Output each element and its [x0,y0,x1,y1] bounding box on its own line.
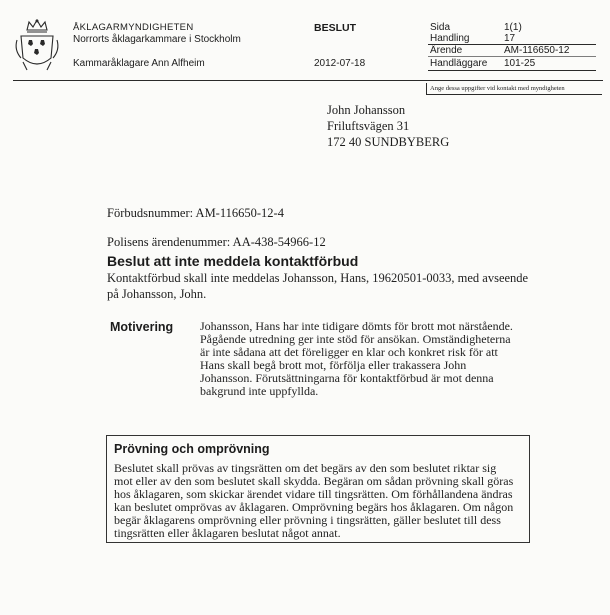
motivation-line: bakgrund inte uppfyllda. [200,384,319,398]
decision-title: Beslut att inte meddela kontaktförbud [107,253,359,269]
office-name: Norrorts åklagarkammare i Stockholm [73,34,241,45]
review-line: mot eller av den som beslutet skall skydda. Begäran om sådan prövning skall göras [114,474,514,488]
review-box [106,435,530,543]
recipient-name: John Johansson [327,103,406,117]
meta-value-handler: 101-25 [504,58,536,69]
motivation-label: Motivering [110,320,174,334]
meta-value-case: AM-116650-12 [504,45,570,56]
motivation-line: Pågående utredning ger inte stöd för ansökan. Omständigheterna [200,332,511,346]
motivation-line: Hans skall begå brott mot, förfölja eller trakassera John [200,358,467,372]
contact-note: Ange dessa uppgifter vid kontakt med myndigheten [426,83,602,95]
review-line: hos åklagaren, som skickar ärendet vidare till tingsrätten. Om förhållandena ändras [114,487,513,501]
meta-divider [428,70,596,71]
meta-label-handler: Handläggare [430,58,488,69]
crown-crest-logo [13,18,61,76]
motivation-line: Johansson. Förutsättningarna för kontaktförbud är mot denna [200,371,494,385]
agency-name: ÅKLAGARMYNDIGHETEN [73,22,194,33]
document-type: BESLUT [314,22,356,34]
decision-text-line: på Johansson, John. [107,287,207,301]
recipient-postal: 172 40 SUNDBYBERG [327,135,450,149]
header-rule [13,80,603,81]
review-line: tingsrätten eller åklagaren beslutat något annat. [114,526,341,540]
meta-label-page: Sida [430,22,451,33]
review-line: Beslutet skall prövas av tingsrätten om det begärs av den som beslutet riktar sig [114,461,497,475]
meta-value-page: 1(1) [504,22,522,33]
meta-label-handling: Handling [430,33,470,44]
review-line: begär åklagarens omprövning eller prövning i tingsrätten, gäller beslutet till dess [114,513,501,527]
document-date: 2012-07-18 [314,58,366,69]
decision-text-line: Kontaktförbud skall inte meddelas Johansson, Hans, 19620501-0033, med avseende [107,271,529,285]
meta-divider [428,44,596,45]
review-title: Prövning och omprövning [114,442,270,456]
review-line: kan beslutet omprövas av åklagaren. Omprövning begärs hos åklagaren. Om någon [114,500,514,514]
motivation-line: är inte sådana att det föreligger en klar och konkret risk för att [200,345,498,359]
meta-label-case: Ärende [430,45,463,56]
motivation-line: Johansson, Hans har inte tidigare dömts för brott mot närstående. [200,319,513,333]
meta-value-handling: 17 [504,33,516,44]
prosecutor-name: Kammaråklagare Ann Alfheim [73,58,205,69]
meta-divider [428,56,596,57]
police-case-number: Polisens ärendenummer: AA-438-54966-12 [107,235,326,249]
recipient-street: Friluftsvägen 31 [327,119,410,133]
prohibition-number: Förbudsnummer: AM-116650-12-4 [107,206,284,220]
